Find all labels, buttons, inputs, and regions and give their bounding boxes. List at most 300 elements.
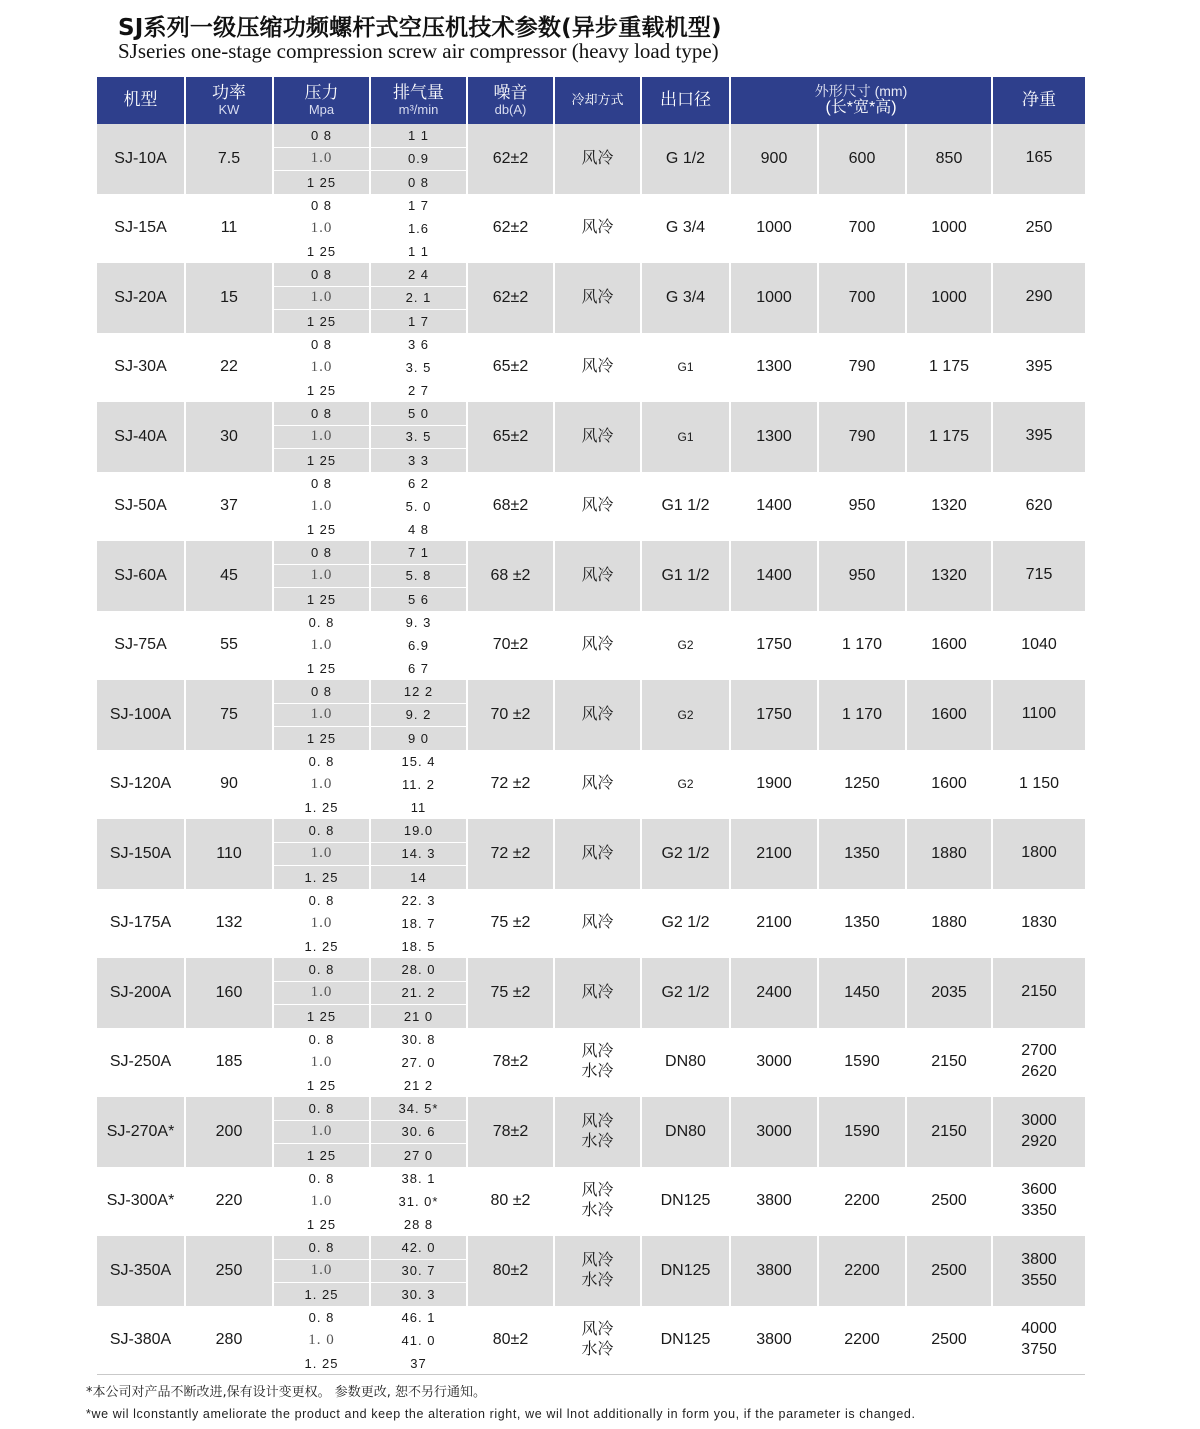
weight-primary: 3600 xyxy=(1021,1181,1057,1199)
cooling-air: 风冷 xyxy=(581,427,614,445)
flow-low: 1 1 xyxy=(371,124,466,147)
cell-pressure xyxy=(273,124,370,194)
cell-height: 1600 xyxy=(906,611,992,681)
pressure-mid: 1.0 xyxy=(310,775,333,792)
cell-noise: 78±2 xyxy=(467,1097,554,1167)
flow-mid: 5. 8 xyxy=(371,565,466,588)
cell-pressure xyxy=(273,1097,370,1167)
cell-cooling xyxy=(554,124,641,194)
cell-model: SJ-50A xyxy=(97,472,185,542)
cell-pressure xyxy=(273,472,370,542)
cell-noise: 75 ±2 xyxy=(467,958,554,1028)
cell-length: 2100 xyxy=(730,889,818,959)
cell-weight xyxy=(992,263,1085,333)
flow-mid: 6.9 xyxy=(407,637,430,653)
cell-noise: 62±2 xyxy=(467,124,554,194)
cell-power: 280 xyxy=(185,1306,273,1376)
cell-flow xyxy=(370,472,467,542)
cell-model: SJ-30A xyxy=(97,333,185,403)
cell-flow xyxy=(370,680,467,750)
cell-outlet: DN80 xyxy=(641,1028,730,1098)
cell-cooling xyxy=(554,680,641,750)
cell-height: 2150 xyxy=(906,1097,992,1167)
cell-cooling xyxy=(554,819,641,889)
flow-low: 6 2 xyxy=(407,475,430,491)
cell-width: 2200 xyxy=(818,1167,906,1237)
cell-width: 1 170 xyxy=(818,680,906,750)
pressure-mid: 1.0 xyxy=(274,982,369,1005)
cell-cooling xyxy=(554,1306,641,1376)
pressure-mid: 1. 0 xyxy=(308,1331,335,1348)
pressure-mid: 1.0 xyxy=(274,1260,369,1283)
pressure-high: 1. 25 xyxy=(304,1355,339,1371)
cell-weight xyxy=(992,1167,1085,1237)
cell-flow xyxy=(370,1097,467,1167)
flow-mid: 9. 2 xyxy=(371,704,466,727)
cell-flow xyxy=(370,263,467,333)
cooling-air: 风冷 xyxy=(581,219,614,237)
cell-flow xyxy=(370,958,467,1028)
flow-high: 1 1 xyxy=(407,243,430,259)
cell-weight xyxy=(992,194,1085,264)
weight-primary: 290 xyxy=(1025,288,1053,306)
pressure-low: 0. 8 xyxy=(274,819,369,842)
cell-model: SJ-20A xyxy=(97,263,185,333)
cell-weight xyxy=(992,958,1085,1028)
table-row xyxy=(97,1097,1085,1167)
cell-width: 1590 xyxy=(818,1097,906,1167)
table-row xyxy=(97,958,1085,1028)
cell-power: 55 xyxy=(185,611,273,681)
cell-height: 850 xyxy=(906,124,992,194)
cell-noise: 80±2 xyxy=(467,1306,554,1376)
pressure-low: 0 8 xyxy=(274,680,369,703)
header-outlet: 出口径 xyxy=(641,77,730,124)
cooling-air: 风冷 xyxy=(581,705,614,723)
pressure-high: 1 25 xyxy=(306,382,337,398)
weight-primary: 3000 xyxy=(1021,1111,1057,1129)
pressure-high: 1 25 xyxy=(306,521,337,537)
pressure-low: 0. 8 xyxy=(308,1031,335,1047)
cooling-air: 风冷 xyxy=(581,358,614,376)
flow-high: 5 6 xyxy=(407,591,430,607)
cell-model: SJ-120A xyxy=(97,750,185,820)
cell-weight xyxy=(992,333,1085,403)
pressure-mid: 1.0 xyxy=(310,219,333,236)
cell-pressure xyxy=(273,750,370,820)
cell-width: 950 xyxy=(818,541,906,611)
cell-weight xyxy=(992,889,1085,959)
table-row xyxy=(97,194,1085,264)
cell-width: 700 xyxy=(818,263,906,333)
cell-cooling xyxy=(554,1097,641,1167)
flow-high: 3 3 xyxy=(407,452,430,468)
cooling-water: 水冷 xyxy=(581,1202,614,1220)
flow-high: 0 8 xyxy=(407,174,430,190)
header-cooling: 冷却方式 xyxy=(554,77,641,124)
cell-height: 1880 xyxy=(906,819,992,889)
table-row xyxy=(97,263,1085,333)
cell-outlet: G2 1/2 xyxy=(641,958,730,1028)
table-row xyxy=(97,402,1085,472)
weight-primary: 2700 xyxy=(1021,1042,1057,1060)
weight-primary: 1 150 xyxy=(1018,774,1060,792)
pressure-low: 0 8 xyxy=(274,402,369,425)
cooling-air: 风冷 xyxy=(581,636,614,654)
weight-primary: 1100 xyxy=(1021,705,1057,723)
cell-height: 2035 xyxy=(906,958,992,1028)
cell-flow xyxy=(370,1028,467,1098)
cell-cooling xyxy=(554,1167,641,1237)
cell-height: 1000 xyxy=(906,263,992,333)
cell-pressure xyxy=(273,819,370,889)
flow-high: 28 8 xyxy=(403,1216,434,1232)
cell-weight xyxy=(992,611,1085,681)
pressure-low: 0. 8 xyxy=(274,1236,369,1259)
cell-width: 1250 xyxy=(818,750,906,820)
weight-primary: 1830 xyxy=(1021,913,1057,931)
cell-outlet: G2 1/2 xyxy=(641,889,730,959)
flow-low: 30. 8 xyxy=(401,1031,436,1047)
flow-low: 28. 0 xyxy=(371,958,466,981)
cell-flow xyxy=(370,819,467,889)
pressure-low: 0. 8 xyxy=(274,1097,369,1120)
flow-low: 19.0 xyxy=(371,819,466,842)
cell-height: 1000 xyxy=(906,194,992,264)
cell-noise: 68 ±2 xyxy=(467,541,554,611)
cell-height: 2150 xyxy=(906,1028,992,1098)
flow-mid: 18. 7 xyxy=(401,915,436,931)
cell-height: 1880 xyxy=(906,889,992,959)
cell-width: 1450 xyxy=(818,958,906,1028)
cell-outlet: DN125 xyxy=(641,1236,730,1306)
cell-weight xyxy=(992,750,1085,820)
cell-model: SJ-60A xyxy=(97,541,185,611)
cell-noise: 78±2 xyxy=(467,1028,554,1098)
pressure-low: 0 8 xyxy=(274,541,369,564)
cell-model: SJ-40A xyxy=(97,402,185,472)
cell-width: 1350 xyxy=(818,889,906,959)
flow-high: 14 xyxy=(410,869,427,885)
cell-width: 1350 xyxy=(818,819,906,889)
cell-power: 30 xyxy=(185,402,273,472)
flow-low: 42. 0 xyxy=(371,1236,466,1259)
cell-weight xyxy=(992,541,1085,611)
cell-power: 45 xyxy=(185,541,273,611)
cell-model: SJ-100A xyxy=(97,680,185,750)
weight-primary: 1800 xyxy=(1021,844,1057,862)
flow-mid: 31. 0* xyxy=(398,1193,439,1209)
cell-outlet: G 1/2 xyxy=(641,124,730,194)
cell-power: 22 xyxy=(185,333,273,403)
cell-width: 2200 xyxy=(818,1306,906,1376)
cell-width: 700 xyxy=(818,194,906,264)
cell-width: 2200 xyxy=(818,1236,906,1306)
cooling-water: 水冷 xyxy=(581,1063,614,1081)
cell-noise: 70±2 xyxy=(467,611,554,681)
cooling-air: 风冷 xyxy=(581,1182,614,1200)
table-header-row xyxy=(97,77,1085,124)
cell-outlet: G1 xyxy=(641,333,730,403)
flow-low: 22. 3 xyxy=(401,892,436,908)
cell-power: 90 xyxy=(185,750,273,820)
cell-weight xyxy=(992,472,1085,542)
cell-model: SJ-10A xyxy=(97,124,185,194)
cell-width: 950 xyxy=(818,472,906,542)
cell-outlet: G 3/4 xyxy=(641,263,730,333)
cell-weight xyxy=(992,1306,1085,1376)
cell-outlet: G2 xyxy=(641,611,730,681)
cell-model: SJ-150A xyxy=(97,819,185,889)
cell-length: 2100 xyxy=(730,819,818,889)
cell-power: 11 xyxy=(185,194,273,264)
cell-height: 1320 xyxy=(906,472,992,542)
cooling-water: 水冷 xyxy=(581,1271,614,1289)
cell-height: 2500 xyxy=(906,1236,992,1306)
cell-power: 15 xyxy=(185,263,273,333)
cell-model: SJ-75A xyxy=(97,611,185,681)
cell-cooling xyxy=(554,750,641,820)
table-bottom-rule xyxy=(97,1374,1085,1375)
table-row xyxy=(97,889,1085,959)
flow-mid: 5. 0 xyxy=(405,498,432,514)
cell-noise: 70 ±2 xyxy=(467,680,554,750)
cell-pressure xyxy=(273,1236,370,1306)
cell-cooling xyxy=(554,1236,641,1306)
cell-length: 3800 xyxy=(730,1167,818,1237)
cell-pressure xyxy=(273,263,370,333)
cooling-water: 水冷 xyxy=(581,1132,614,1150)
cell-width: 790 xyxy=(818,333,906,403)
cell-pressure xyxy=(273,1028,370,1098)
pressure-high: 1 25 xyxy=(306,1077,337,1093)
cell-cooling xyxy=(554,1028,641,1098)
cooling-air: 风冷 xyxy=(581,288,614,306)
cell-height: 2500 xyxy=(906,1167,992,1237)
pressure-low: 0 8 xyxy=(274,124,369,147)
cell-outlet: G1 1/2 xyxy=(641,472,730,542)
flow-mid: 3. 5 xyxy=(405,359,432,375)
cell-noise: 65±2 xyxy=(467,333,554,403)
table-row xyxy=(97,1028,1085,1098)
cooling-air: 风冷 xyxy=(581,844,614,862)
cell-outlet: G2 1/2 xyxy=(641,819,730,889)
pressure-mid: 1.0 xyxy=(274,565,369,588)
header-flow: 排气量 m³/min xyxy=(370,77,467,124)
cell-noise: 62±2 xyxy=(467,194,554,264)
cell-weight xyxy=(992,124,1085,194)
cell-power: 220 xyxy=(185,1167,273,1237)
cell-cooling xyxy=(554,402,641,472)
cell-flow xyxy=(370,889,467,959)
cell-length: 3800 xyxy=(730,1236,818,1306)
flow-low: 34. 5* xyxy=(371,1097,466,1120)
header-weight: 净重 xyxy=(992,77,1085,124)
cell-outlet: G2 xyxy=(641,750,730,820)
weight-secondary: 3750 xyxy=(1021,1341,1057,1359)
cell-power: 160 xyxy=(185,958,273,1028)
cell-model: SJ-270A* xyxy=(97,1097,185,1167)
table-row xyxy=(97,333,1085,403)
cell-length: 1400 xyxy=(730,472,818,542)
cell-cooling xyxy=(554,263,641,333)
weight-primary: 620 xyxy=(1025,496,1053,514)
pressure-low: 0 8 xyxy=(274,263,369,286)
flow-mid: 30. 6 xyxy=(371,1121,466,1144)
pressure-mid: 1.0 xyxy=(274,1121,369,1144)
cell-length: 3000 xyxy=(730,1028,818,1098)
cell-noise: 80±2 xyxy=(467,1236,554,1306)
table-row xyxy=(97,1167,1085,1237)
cell-width: 790 xyxy=(818,402,906,472)
cell-weight xyxy=(992,819,1085,889)
pressure-high: 1 25 xyxy=(306,313,337,329)
flow-mid: 14. 3 xyxy=(371,843,466,866)
cell-cooling xyxy=(554,472,641,542)
flow-mid: 3. 5 xyxy=(371,426,466,449)
cooling-air: 风冷 xyxy=(581,1043,614,1061)
flow-low: 46. 1 xyxy=(401,1309,436,1325)
table-row xyxy=(97,1306,1085,1376)
pressure-high: 1 25 xyxy=(306,591,337,607)
pressure-mid: 1.0 xyxy=(310,914,333,931)
pressure-high: 1. 25 xyxy=(304,869,339,885)
flow-mid: 27. 0 xyxy=(401,1054,436,1070)
weight-secondary: 3350 xyxy=(1021,1202,1057,1220)
weight-primary: 715 xyxy=(1025,566,1053,584)
flow-high: 4 8 xyxy=(407,521,430,537)
cell-pressure xyxy=(273,333,370,403)
flow-high: 30. 3 xyxy=(401,1286,436,1302)
cell-pressure xyxy=(273,680,370,750)
cell-height: 1600 xyxy=(906,680,992,750)
flow-mid: 41. 0 xyxy=(401,1332,436,1348)
weight-primary: 395 xyxy=(1025,427,1053,445)
table-row xyxy=(97,819,1085,889)
flow-mid: 30. 7 xyxy=(371,1260,466,1283)
table-row xyxy=(97,680,1085,750)
flow-low: 15. 4 xyxy=(401,753,436,769)
cell-power: 75 xyxy=(185,680,273,750)
header-noise: 噪音 db(A) xyxy=(467,77,554,124)
table-row xyxy=(97,1236,1085,1306)
cell-length: 1000 xyxy=(730,263,818,333)
pressure-low: 0 8 xyxy=(310,197,333,213)
flow-mid: 2. 1 xyxy=(371,287,466,310)
weight-secondary: 2920 xyxy=(1021,1132,1057,1150)
cell-weight xyxy=(992,680,1085,750)
flow-high: 6 7 xyxy=(407,660,430,676)
weight-primary: 395 xyxy=(1025,357,1053,375)
table-row xyxy=(97,750,1085,820)
cell-width: 1590 xyxy=(818,1028,906,1098)
pressure-mid: 1.0 xyxy=(310,1053,333,1070)
flow-high: 9 0 xyxy=(407,730,430,746)
flow-mid: 0.9 xyxy=(371,148,466,171)
cell-cooling xyxy=(554,889,641,959)
cell-model: SJ-200A xyxy=(97,958,185,1028)
flow-mid: 21. 2 xyxy=(371,982,466,1005)
flow-high: 37 xyxy=(410,1355,427,1371)
cooling-air: 风冷 xyxy=(581,775,614,793)
flow-high: 21 0 xyxy=(403,1008,434,1024)
pressure-low: 0. 8 xyxy=(274,958,369,981)
cell-noise: 62±2 xyxy=(467,263,554,333)
cell-length: 1750 xyxy=(730,680,818,750)
cooling-air: 风冷 xyxy=(581,1112,614,1130)
cell-flow xyxy=(370,1306,467,1376)
pressure-mid: 1.0 xyxy=(310,358,333,375)
flow-high: 18. 5 xyxy=(401,938,436,954)
cell-flow xyxy=(370,1236,467,1306)
cell-pressure xyxy=(273,958,370,1028)
flow-low: 2 4 xyxy=(371,263,466,286)
pressure-low: 0. 8 xyxy=(308,753,335,769)
weight-secondary: 3550 xyxy=(1021,1271,1057,1289)
cell-noise: 65±2 xyxy=(467,402,554,472)
table-row xyxy=(97,472,1085,542)
flow-low: 1 7 xyxy=(407,197,430,213)
cell-cooling xyxy=(554,611,641,681)
cell-length: 1000 xyxy=(730,194,818,264)
pressure-low: 0. 8 xyxy=(308,1170,335,1186)
cell-flow xyxy=(370,194,467,264)
flow-low: 7 1 xyxy=(371,541,466,564)
cell-outlet: G1 1/2 xyxy=(641,541,730,611)
pressure-low: 0. 8 xyxy=(308,1309,335,1325)
cell-cooling xyxy=(554,541,641,611)
cell-cooling xyxy=(554,958,641,1028)
cell-model: SJ-175A xyxy=(97,889,185,959)
flow-low: 9. 3 xyxy=(405,614,432,630)
cell-flow xyxy=(370,402,467,472)
cell-flow xyxy=(370,124,467,194)
weight-secondary: 2620 xyxy=(1021,1063,1057,1081)
header-model: 机型 xyxy=(97,77,185,124)
cell-cooling xyxy=(554,194,641,264)
cell-cooling xyxy=(554,333,641,403)
pressure-low: 0 8 xyxy=(310,475,333,491)
flow-low: 12 2 xyxy=(371,680,466,703)
cell-power: 185 xyxy=(185,1028,273,1098)
pressure-high: 1 25 xyxy=(306,730,337,746)
header-power: 功率 KW xyxy=(185,77,273,124)
cell-flow xyxy=(370,333,467,403)
flow-low: 3 6 xyxy=(407,336,430,352)
spec-table xyxy=(97,77,1085,1375)
cell-power: 200 xyxy=(185,1097,273,1167)
cooling-air: 风冷 xyxy=(581,983,614,1001)
cooling-water: 水冷 xyxy=(581,1341,614,1359)
cell-outlet: G2 xyxy=(641,680,730,750)
pressure-high: 1. 25 xyxy=(304,1286,339,1302)
cell-outlet: DN125 xyxy=(641,1167,730,1237)
cell-pressure xyxy=(273,1167,370,1237)
pressure-mid: 1.0 xyxy=(274,148,369,171)
weight-primary: 250 xyxy=(1025,218,1053,236)
cell-outlet: G 3/4 xyxy=(641,194,730,264)
footnote-cn: *本公司对产品不断改进,保有设计变更权。 参数更改, 恕不另行通知。 xyxy=(86,1385,487,1400)
cell-flow xyxy=(370,611,467,681)
header-dimensions: 外形尺寸 (mm) (长*宽*高) xyxy=(730,77,992,124)
cell-length: 1400 xyxy=(730,541,818,611)
pressure-low: 0. 8 xyxy=(308,614,335,630)
pressure-mid: 1.0 xyxy=(310,636,333,653)
cell-noise: 72 ±2 xyxy=(467,819,554,889)
header-pressure: 压力 Mpa xyxy=(273,77,370,124)
table-row xyxy=(97,611,1085,681)
cell-height: 1 175 xyxy=(906,402,992,472)
